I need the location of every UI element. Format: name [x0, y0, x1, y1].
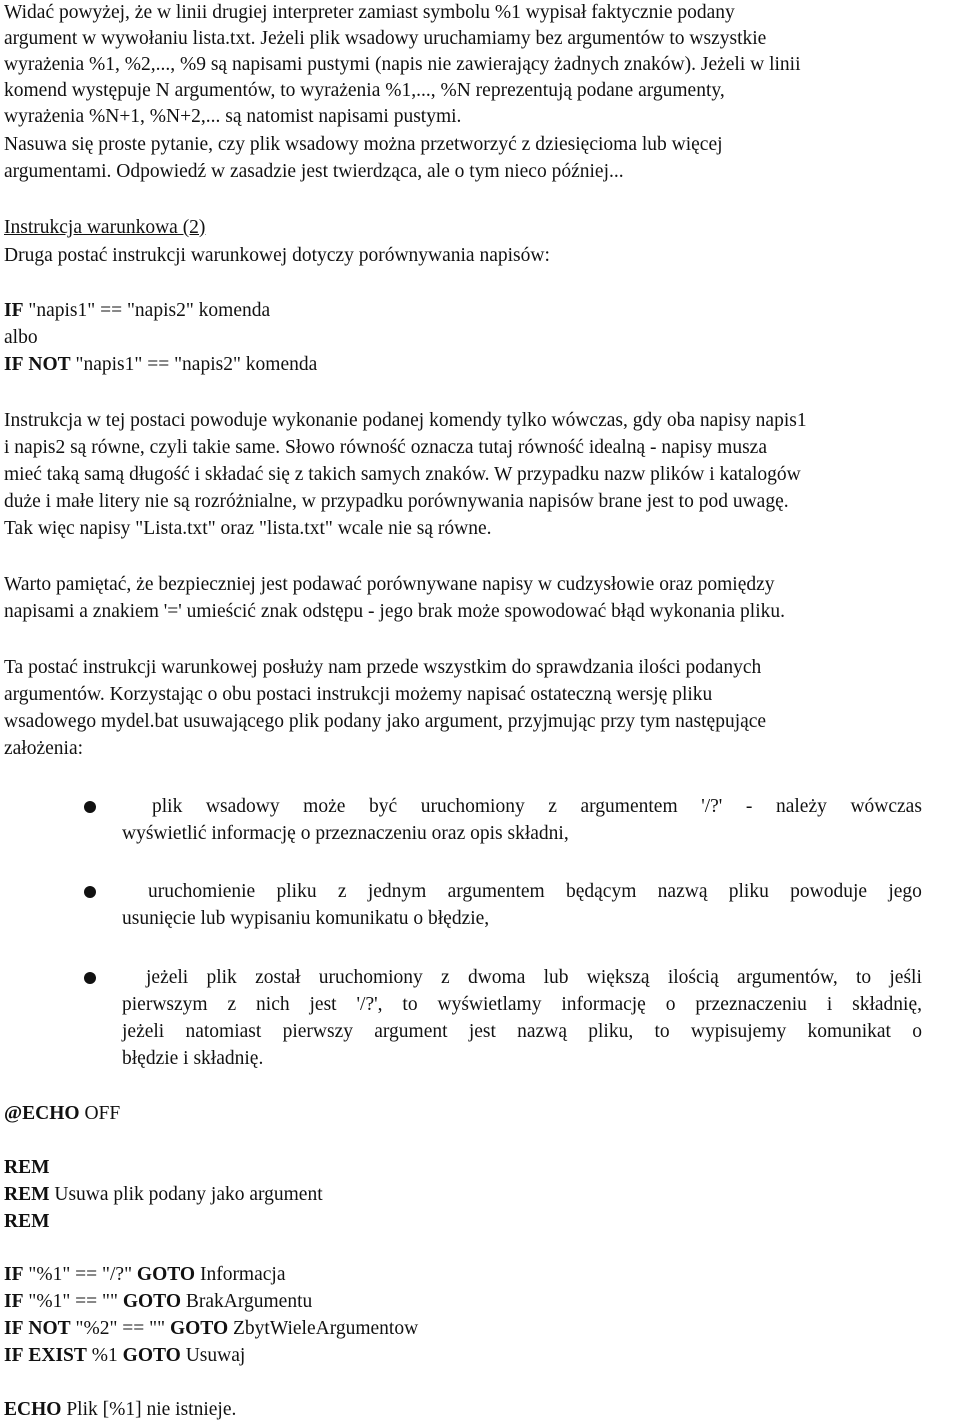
word: należy: [775, 796, 827, 817]
word: lub: [543, 967, 569, 988]
para2-line: i napis2 są równe, czyli takie same. Słowo równość oznacza tutaj równość idealną - napisy musza: [4, 437, 767, 458]
word: z: [441, 967, 450, 988]
word: wsadowy: [205, 796, 280, 817]
word: z: [548, 796, 557, 817]
word: '/?': [701, 796, 723, 817]
word: pliku: [728, 881, 769, 902]
bullet-item-line: usunięcie lub wypisaniu komunikatu o błędzie,: [122, 908, 490, 929]
code-line: @ECHO OFF: [4, 1103, 121, 1124]
code-line: REM Usuwa plik podany jako argument: [4, 1184, 323, 1205]
word: argumentem: [447, 881, 545, 902]
word: jeśli: [889, 967, 922, 988]
intro-line: argument w wywołaniu lista.txt. Jeżeli plik wsadowy uruchamiamy bez argumentów to wszystkie: [4, 28, 767, 49]
word: o: [665, 994, 676, 1015]
para4-line: argumentów. Korzystając o obu postaci instrukcji możemy napisać ostateczną wersję pliku: [4, 684, 713, 705]
bullet-dot: [84, 801, 96, 813]
bullet-item-line: błędzie i składnię.: [122, 1048, 264, 1069]
code-line: ECHO Plik [%1] nie istnieje.: [4, 1399, 237, 1420]
para4-line: wsadowego mydel.bat usuwającego plik podany jako argument, przyjmując przy tym następujące: [4, 711, 767, 732]
word: wówczas: [850, 796, 922, 817]
word: jeżeli: [122, 1021, 165, 1042]
word: z: [337, 881, 347, 902]
para2-line: Tak więc napisy "Lista.txt" oraz "lista.txt" wcale nie są równe.: [4, 518, 492, 539]
bullet-item-line: [122, 1019, 922, 1045]
intro-line: wyrażenia %1, %2,..., %9 są napisami pustymi (napis nie zawierający żadnych znaków). Jeżeli w linii: [4, 54, 801, 75]
word: pliku,: [588, 1021, 634, 1042]
word: '/?',: [356, 994, 383, 1015]
word: nazwą: [657, 881, 708, 902]
word: pliku: [276, 881, 317, 902]
keyword-if: IF: [4, 300, 24, 321]
word: jest: [309, 994, 337, 1015]
bullet-dot: [84, 886, 96, 898]
word: z: [227, 994, 237, 1015]
word: składnię,: [852, 994, 922, 1015]
word: przeznaczeniu: [695, 994, 807, 1015]
word: argumentem: [580, 796, 678, 817]
code-line: IF NOT "%2" == "" GOTO ZbytWieleArgumentow: [4, 1318, 419, 1339]
bullet-item-first-line: [122, 794, 922, 820]
word: -: [745, 796, 753, 817]
word: komunikat: [807, 1021, 891, 1042]
word: uruchomienie: [148, 881, 256, 902]
word: jednym: [367, 881, 427, 902]
word: nich: [256, 994, 290, 1015]
word: został: [255, 967, 301, 988]
code-line: IF EXIST %1 GOTO Usuwaj: [4, 1345, 246, 1366]
para2-line: Instrukcja w tej postaci powoduje wykonanie podanej komendy tylko wówczas, gdy oba napisy napis1: [4, 410, 807, 431]
section-title: Instrukcja warunkowa (2): [4, 217, 206, 238]
bullet-item-first-line: [122, 879, 922, 905]
word: jeżeli: [146, 967, 189, 988]
word: ilością: [667, 967, 719, 988]
bullet-item-line: [122, 992, 922, 1018]
word: to: [855, 967, 872, 988]
para3-line: napisami a znakiem '=' umieścić znak odstępu - jego brak może spowodować błąd wykonania pliku.: [4, 601, 786, 622]
word: nazwą: [517, 1021, 567, 1042]
para4-line: Ta postać instrukcji warunkowej posłuży nam przede wszystkim do sprawdzania ilości podanych: [4, 657, 762, 678]
word: wypisujemy: [690, 1021, 787, 1042]
word: będącym: [566, 881, 637, 902]
word: to: [654, 1021, 670, 1042]
word: powoduje: [790, 881, 868, 902]
word: plik: [206, 967, 237, 988]
word: jego: [888, 881, 922, 902]
bullet-dot: [84, 972, 96, 984]
word: być: [368, 796, 398, 817]
para3-line: Warto pamiętać, że bezpieczniej jest podawać porównywane napisy w cudzysłowie oraz pomiędzy: [4, 574, 775, 595]
word: natomiast: [185, 1021, 262, 1042]
code-line: REM: [4, 1211, 50, 1232]
intro-line: komend występuje N argumentów, to wyrażenia %1,..., %N reprezentują podane argumenty,: [4, 80, 725, 101]
word: wyświetlamy: [437, 994, 542, 1015]
intro-line: Nasuwa się proste pytanie, czy plik wsadowy można przetworzyć z dziesięcioma lub więcej: [4, 134, 723, 155]
word: argumentów,: [736, 967, 838, 988]
syntax-albo: albo: [4, 327, 38, 348]
word: argument: [374, 1021, 448, 1042]
word: pierwszym: [122, 994, 208, 1015]
word: to: [402, 994, 418, 1015]
section-intro: Druga postać instrukcji warunkowej dotyczy porównywania napisów:: [4, 245, 550, 266]
bullet-item-line: wyświetlić informację o przeznaczeniu oraz opis składni,: [122, 823, 569, 844]
word: jest: [468, 1021, 496, 1042]
word: i: [826, 994, 833, 1015]
bullet-item-first-line: [122, 965, 922, 991]
word: o: [912, 1021, 922, 1042]
code-line: IF "%1" == "" GOTO BrakArgumentu: [4, 1291, 313, 1312]
word: pierwszy: [282, 1021, 353, 1042]
syntax-line: IF NOT "napis1" == "napis2" komenda: [4, 354, 318, 375]
word: uruchomiony: [420, 796, 525, 817]
word: dwoma: [467, 967, 526, 988]
word: może: [303, 796, 346, 817]
intro-line: wyrażenia %N+1, %N+2,... są natomist napisami pustymi.: [4, 106, 462, 127]
syntax-line: IF "napis1" == "napis2" komenda: [4, 300, 271, 321]
word: większą: [586, 967, 650, 988]
word: informację: [561, 994, 646, 1015]
intro-line: argumentami. Odpowiedź w zasadzie jest twierdząca, ale o tym nieco później...: [4, 161, 624, 182]
intro-line: Widać powyżej, że w linii drugiej interpreter zamiast symbolu %1 wypisał faktycznie podany: [4, 2, 735, 23]
code-line: IF "%1" == "/?" GOTO Informacja: [4, 1264, 286, 1285]
para4-line: założenia:: [4, 738, 84, 759]
para2-line: mieć taką samą długość i składać się z takich samych znaków. W przypadku nazw plików i katalogów: [4, 464, 801, 485]
word: uruchomiony: [318, 967, 423, 988]
para2-line: duże i małe litery nie są rozróżnialne, w przypadku porównywania napisów brane jest to pod uwagę.: [4, 491, 789, 512]
word: plik: [152, 796, 183, 817]
code-line: REM: [4, 1157, 50, 1178]
